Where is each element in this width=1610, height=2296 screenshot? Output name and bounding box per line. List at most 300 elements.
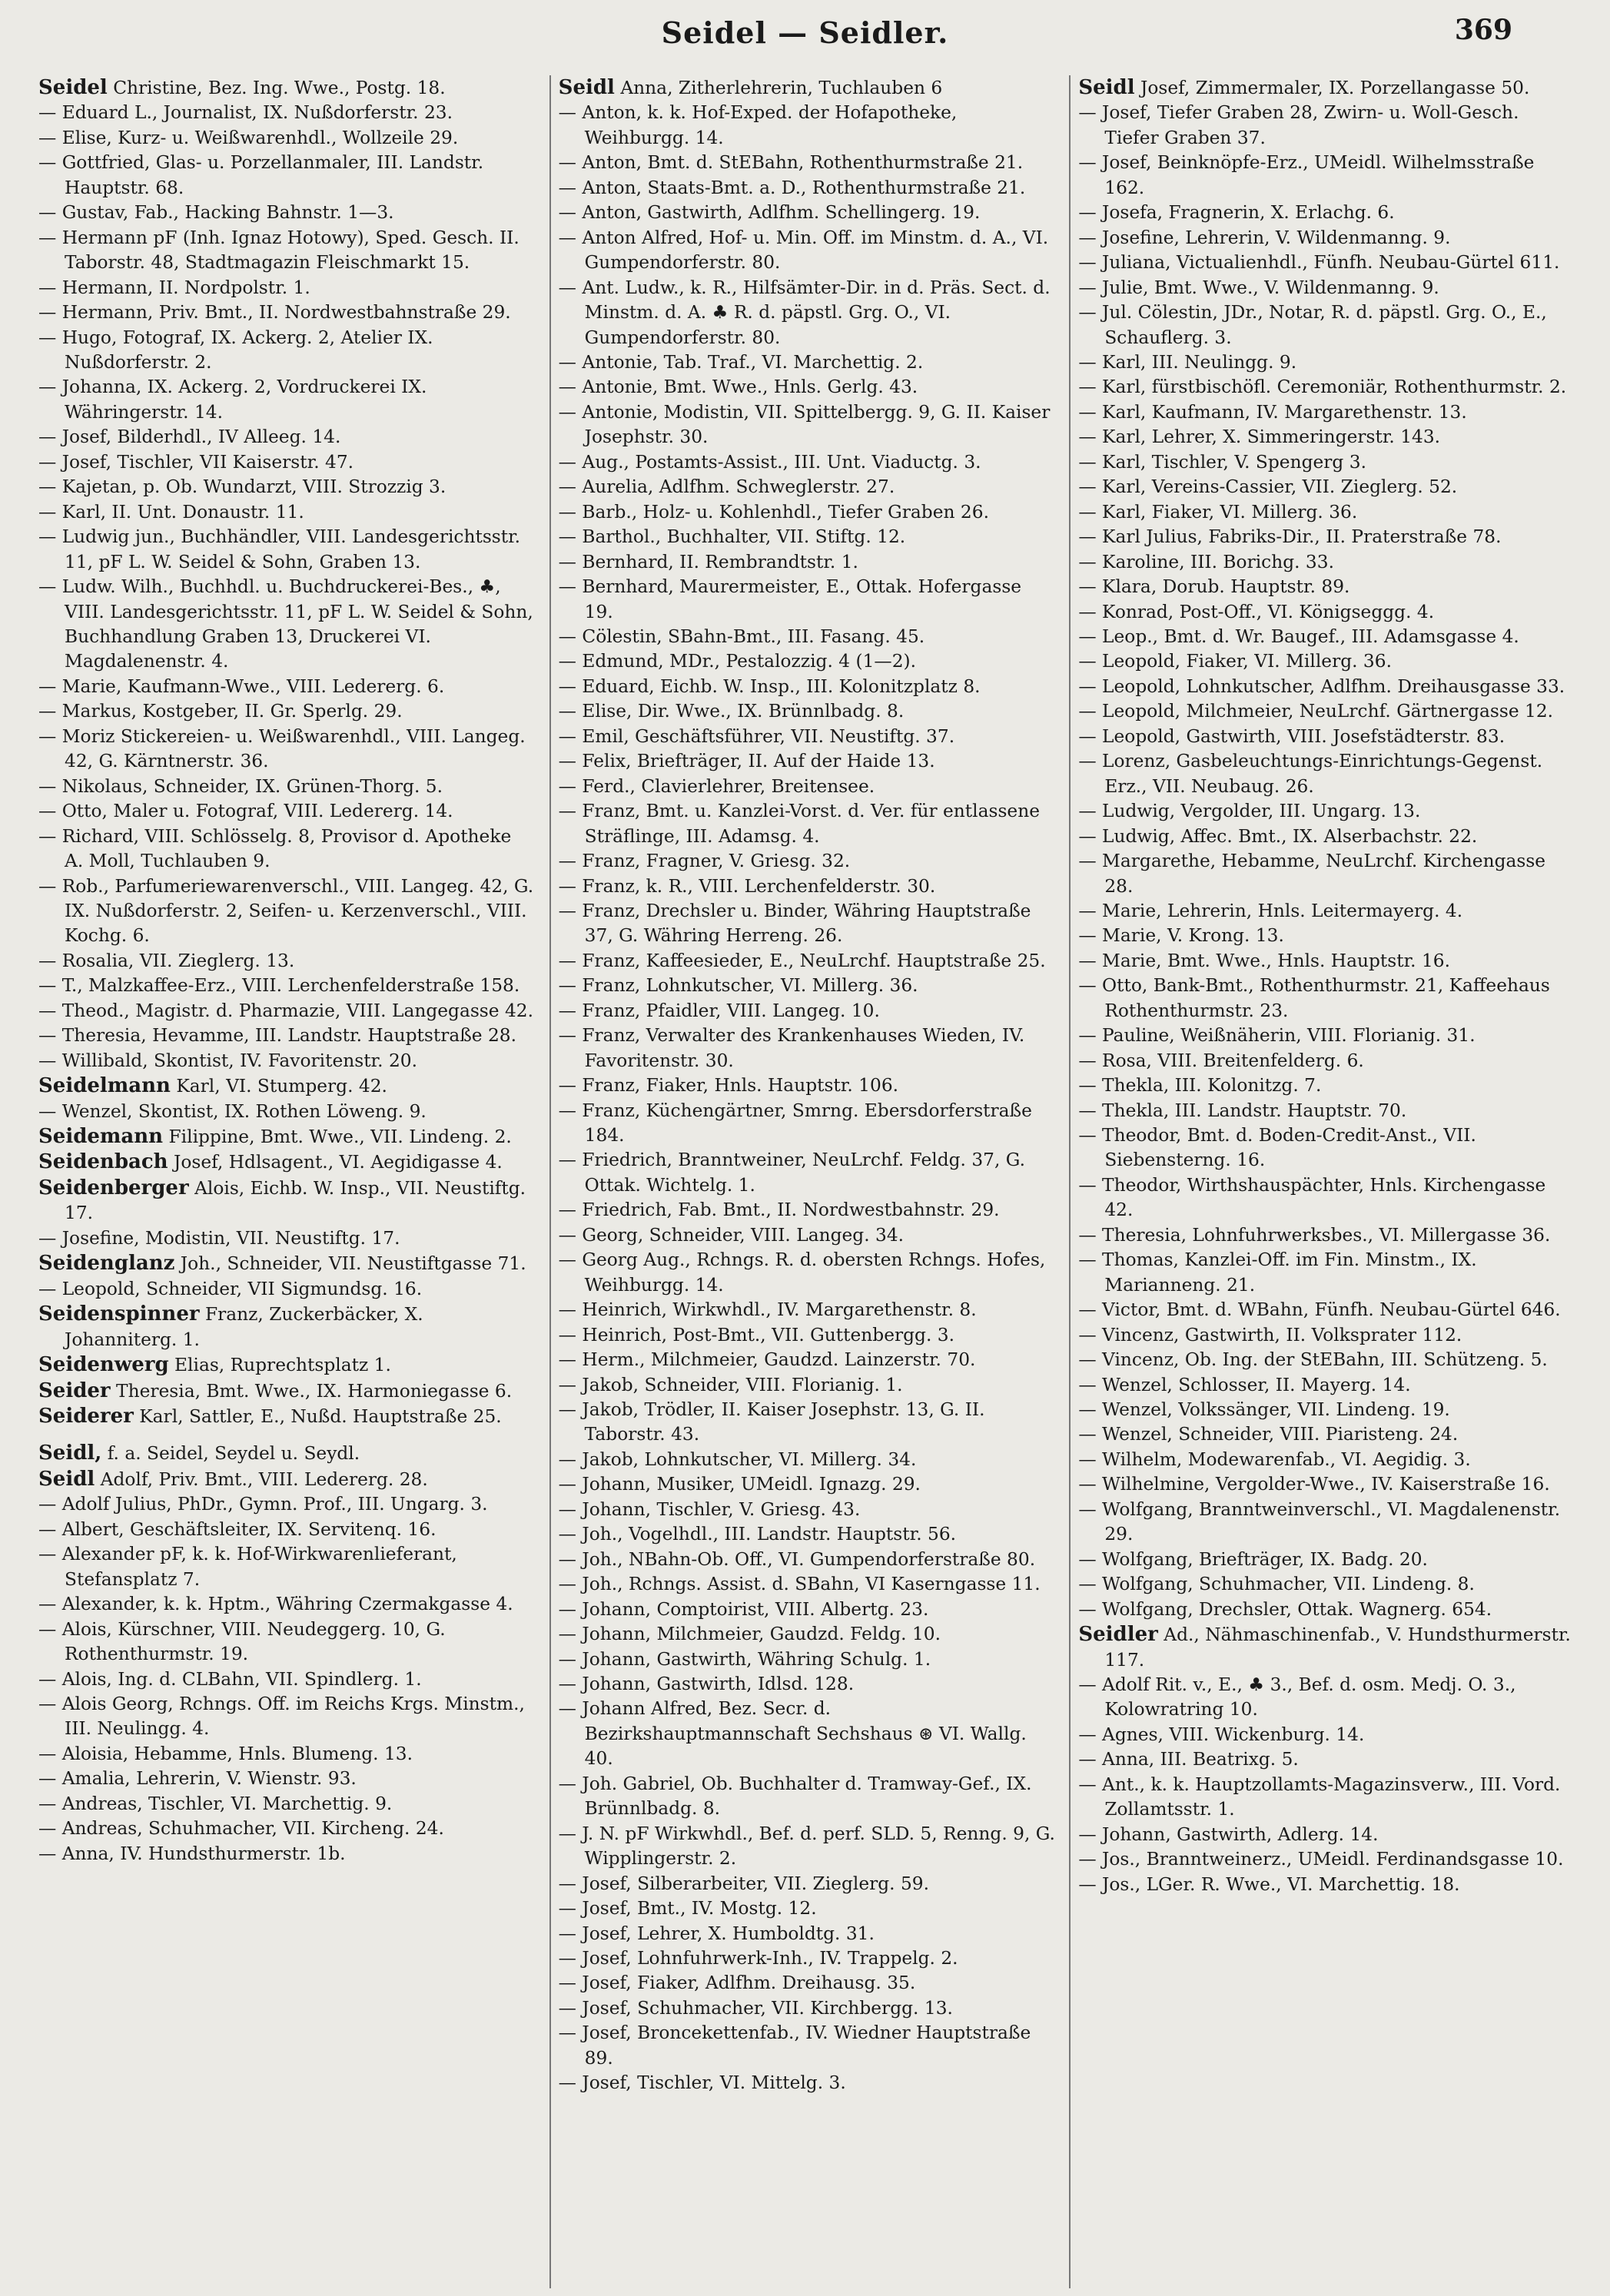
entry-text: — Victor, Bmt. d. WBahn, Fünfh. Neubau-Gürtel 646. xyxy=(1078,1299,1561,1321)
entry-text: — Antonie, Modistin, VII. Spittelbergg. 9, G. II. Kaiser Josephstr. 30. xyxy=(558,401,1051,448)
entry-text: — Emil, Geschäftsführer, VII. Neustiftg. 37. xyxy=(558,725,955,747)
entry-text: — Josef, Broncekettenfab., IV. Wiedner Hauptstraße 89. xyxy=(558,2022,1031,2069)
entry-text: — Georg, Schneider, VIII. Langeg. 34. xyxy=(558,1224,905,1246)
entry-text: — Ludwig, Affec. Bmt., IX. Alserbachstr. 22. xyxy=(1078,825,1478,847)
directory-entry xyxy=(559,1672,1056,1697)
directory-entry xyxy=(559,849,1056,874)
entry-text: — Gustav, Fab., Hacking Bahnstr. 1—3. xyxy=(38,202,394,224)
directory-entry xyxy=(559,1996,1056,2021)
directory-entry xyxy=(38,1467,536,1492)
directory-entry xyxy=(1078,475,1575,499)
directory-entry xyxy=(1078,1099,1575,1123)
directory-entry xyxy=(559,1348,1056,1372)
directory-entry xyxy=(559,675,1056,699)
directory-entry xyxy=(1078,450,1575,475)
directory-entry xyxy=(559,1697,1056,1771)
directory-entry xyxy=(1078,75,1575,101)
directory-entry xyxy=(38,1073,536,1099)
entry-text: — Joh. Gabriel, Ob. Buchhalter d. Tramway-Gef., IX. Brünnlbadg. 8. xyxy=(558,1773,1032,1820)
entry-text: f. a. Seidel, Seydel u. Seydl. xyxy=(101,1443,360,1465)
directory-entry xyxy=(38,101,536,125)
directory-entry xyxy=(38,699,536,724)
directory-entry xyxy=(559,1872,1056,1896)
directory-entry xyxy=(559,874,1056,899)
directory-entry xyxy=(559,1248,1056,1298)
directory-entry xyxy=(38,974,536,998)
entry-text: Karl, Sattler, E., Nußd. Hauptstraße 25. xyxy=(133,1406,502,1428)
directory-entry xyxy=(559,1572,1056,1597)
entry-text: — Wolfgang, Branntweinverschl., VI. Magdalenenstr. 29. xyxy=(1078,1498,1561,1545)
directory-entry xyxy=(1078,1123,1575,1173)
entry-text: — Aloisia, Hebamme, Hnls. Blumeng. 13. xyxy=(38,1743,413,1764)
entry-text: — Aurelia, Adlfhm. Schweglerstr. 27. xyxy=(558,476,895,498)
directory-entry xyxy=(1078,649,1575,674)
entry-text: — Barb., Holz- u. Kohlenhdl., Tiefer Graben 26. xyxy=(558,501,989,523)
directory-entry xyxy=(559,400,1056,450)
directory-entry xyxy=(1078,699,1575,724)
entry-text: — Adolf Rit. v., E., ♣ 3., Bef. d. osm. Medj. O. 3., Kolowratring 10. xyxy=(1078,1674,1516,1720)
directory-entry xyxy=(1078,500,1575,525)
entry-text: — Edmund, MDr., Pestalozzig. 4 (1—2). xyxy=(558,651,917,672)
entry-text: — Felix, Briefträger, II. Auf der Haide 13. xyxy=(558,751,935,772)
page-number: 369 xyxy=(1454,14,1512,46)
entry-text: — Wenzel, Schneider, VIII. Piaristeng. 24. xyxy=(1078,1424,1459,1445)
entry-text: — Franz, Drechsler u. Binder, Währing Hauptstraße 37, G. Währing Herreng. 26. xyxy=(558,900,1031,947)
entry-text: — Heinrich, Post-Bmt., VII. Guttenbergg. 3. xyxy=(558,1324,954,1345)
directory-entry xyxy=(38,1492,536,1517)
directory-entry xyxy=(1078,1472,1575,1497)
directory-entry xyxy=(559,1323,1056,1348)
directory-entry xyxy=(38,1842,536,1866)
entry-text: — Karl Julius, Fabriks-Dir., II. Praterstraße 78. xyxy=(1078,526,1502,548)
directory-entry xyxy=(559,375,1056,400)
entry-text: — Heinrich, Wirkwhdl., IV. Margarethenstr. 8. xyxy=(558,1299,977,1321)
directory-entry xyxy=(559,151,1056,175)
entry-text: — Leopold, Milchmeier, NeuLrchf. Gärtnergasse 12. xyxy=(1078,701,1554,722)
entry-text: — Franz, Verwalter des Krankenhauses Wieden, IV. Favoritenstr. 30. xyxy=(558,1025,1025,1071)
directory-entry xyxy=(38,825,536,874)
entry-text: — Marie, Lehrerin, Hnls. Leitermayerg. 4. xyxy=(1078,900,1463,921)
entry-text: — Anton Alfred, Hof- u. Min. Off. im Minstm. d. A., VI. Gumpendorferstr. 80. xyxy=(558,227,1049,274)
directory-entry xyxy=(38,775,536,799)
entry-text: — Jos., LGer. R. Wwe., VI. Marchettig. 18. xyxy=(1078,1873,1460,1895)
entry-text: — Jakob, Schneider, VIII. Florianig. 1. xyxy=(558,1374,903,1395)
directory-entry xyxy=(38,1251,536,1276)
entry-surname: Seidenwerg xyxy=(38,1353,169,1377)
entry-text: — Lorenz, Gasbeleuchtungs-Einrichtungs-Gegenst. Erz., VII. Neubaug. 26. xyxy=(1078,751,1543,797)
entry-text: — Thomas, Kanzlei-Off. im Fin. Minstm., IX. Marianneng. 21. xyxy=(1078,1249,1477,1296)
entry-text: — Josef, Lohnfuhrwerk-Inh., IV. Trappelg. 2. xyxy=(558,1947,958,1969)
directory-entry xyxy=(1078,1747,1575,1772)
entry-text: — Alexander pF, k. k. Hof-Wirkwarenlieferant, Stefansplatz 7. xyxy=(38,1544,457,1590)
directory-entry xyxy=(559,1373,1056,1398)
entry-text: — Joh., Rchngs. Assist. d. SBahn, VI Kaserngasse 11. xyxy=(558,1574,1041,1595)
directory-entry xyxy=(559,949,1056,974)
directory-entry xyxy=(38,525,536,575)
entry-text: — Andreas, Tischler, VI. Marchettig. 9. xyxy=(38,1793,393,1814)
entry-text: — Anton, k. k. Hof-Exped. der Hofapotheke, Weihburgg. 14. xyxy=(558,102,958,148)
directory-entry xyxy=(38,1667,536,1692)
entry-surname: Seidenberger xyxy=(38,1176,189,1199)
entry-text: — Otto, Bank-Bmt., Rothenthurmstr. 21, Kaffeehaus Rothenthurmstr. 23. xyxy=(1078,975,1550,1021)
entry-text: — Aug., Postamts-Assist., III. Unt. Viaductg. 3. xyxy=(558,451,981,473)
directory-entry xyxy=(1078,974,1575,1024)
directory-entry xyxy=(38,1277,536,1302)
directory-entry xyxy=(559,1548,1056,1572)
directory-entry xyxy=(38,151,536,201)
directory-entry xyxy=(559,799,1056,849)
entry-text: — Wolfgang, Briefträger, IX. Badg. 20. xyxy=(1078,1548,1428,1570)
directory-entry xyxy=(559,101,1056,151)
directory-entry xyxy=(1078,949,1575,974)
directory-entry xyxy=(38,1124,536,1150)
entry-text: — Anna, IV. Hundsthurmerstr. 1b. xyxy=(38,1843,346,1864)
directory-entry xyxy=(38,675,536,699)
directory-entry xyxy=(559,350,1056,375)
entry-text: — Karl, Vereins-Cassier, VII. Zieglerg. 52. xyxy=(1078,476,1458,498)
directory-entry xyxy=(38,1379,536,1404)
entry-text: — Bernhard, II. Rembrandtstr. 1. xyxy=(558,551,858,572)
entry-surname: Seidenglanz xyxy=(38,1252,175,1276)
directory-entry xyxy=(38,450,536,475)
directory-entry xyxy=(559,749,1056,774)
directory-entry xyxy=(38,1518,536,1542)
entry-text: — Karl, fürstbischöfl. Ceremoniär, Rothenthurmstr. 2. xyxy=(1078,377,1567,398)
entry-text: — Jul. Cölestin, JDr., Notar, R. d. päpstl. Grg. O., E., Schauflerg. 3. xyxy=(1078,302,1547,348)
column-left xyxy=(38,75,536,2288)
directory-entry xyxy=(559,575,1056,625)
entry-text: — Marie, V. Krong. 13. xyxy=(1078,925,1284,947)
entry-text: — Margarethe, Hebamme, NeuLrchf. Kirchengasse 28. xyxy=(1078,851,1546,897)
entry-text: — Albert, Geschäftsleiter, IX. Servitenq. 16. xyxy=(38,1518,437,1540)
entry-text: — Johanna, IX. Ackerg. 2, Vordruckerei IX. Währingerstr. 14. xyxy=(38,377,427,423)
entry-text: — Anton, Staats-Bmt. a. D., Rothenthurmstraße 21. xyxy=(558,177,1026,198)
entry-text: Anna, Zitherlehrerin, Tuchlauben 6 xyxy=(614,78,943,98)
directory-entry xyxy=(1078,1248,1575,1298)
directory-entry xyxy=(1078,899,1575,924)
directory-entry xyxy=(1078,1873,1575,1897)
entry-text: — Friedrich, Fab. Bmt., II. Nordwestbahnstr. 29. xyxy=(558,1199,1000,1221)
directory-entry xyxy=(38,1692,536,1742)
entry-text: — Richard, VIII. Schlösselg. 8, Provisor d. Apotheke A. Moll, Tuchlauben 9. xyxy=(38,825,512,872)
directory-entry xyxy=(1078,251,1575,275)
directory-entry xyxy=(559,1223,1056,1248)
directory-entry xyxy=(38,1404,536,1429)
directory-entry xyxy=(1078,1348,1575,1372)
entry-text: — Ant. Ludw., k. R., Hilfsämter-Dir. in d. Präs. Sect. d. Minstm. d. A. ♣ R. d. päpstl. Grg. O., VI. Gumpendorferstr. 80. xyxy=(558,277,1051,348)
directory-entry xyxy=(38,1024,536,1048)
entry-text: — Georg Aug., Rchngs. R. d. obersten Rchngs. Hofes, Weihburgg. 14. xyxy=(558,1249,1046,1296)
directory-entry xyxy=(559,201,1056,225)
directory-entry xyxy=(1078,1024,1575,1048)
directory-entry xyxy=(559,1598,1056,1622)
entry-text: — Alois Georg, Rchngs. Off. im Reichs Krgs. Minstm., III. Neulingg. 4. xyxy=(38,1694,525,1740)
directory-entry xyxy=(1078,400,1575,425)
directory-entry xyxy=(1078,300,1575,350)
entry-text: — Franz, Bmt. u. Kanzlei-Vorst. d. Ver. für entlassene Sträflinge, III. Adamsg. 4. xyxy=(558,801,1041,847)
entry-text: — Karoline, III. Borichg. 33. xyxy=(1078,551,1334,572)
entry-text: — Leopold, Fiaker, VI. Millerg. 36. xyxy=(1078,651,1392,672)
entry-text: — Rosalia, VII. Zieglerg. 13. xyxy=(38,950,295,971)
entry-text: — Otto, Maler u. Fotograf, VIII. Ledererg. 14. xyxy=(38,801,453,822)
directory-entry xyxy=(559,1448,1056,1472)
entry-text: Joh., Schneider, VII. Neustiftgasse 71. xyxy=(174,1253,526,1275)
directory-entry xyxy=(1078,1298,1575,1322)
entry-text: — Theresia, Lohnfuhrwerksbes., VI. Millergasse 36. xyxy=(1078,1224,1551,1246)
entry-text: — Thekla, III. Landstr. Hauptstr. 70. xyxy=(1078,1100,1407,1121)
directory-entry xyxy=(38,226,536,276)
entry-text: — Franz, Fiaker, Hnls. Hauptstr. 106. xyxy=(558,1075,899,1097)
entry-text: Alois, Eichb. W. Insp., VII. Neustiftg. 17. xyxy=(65,1177,526,1224)
entry-text: — Nikolaus, Schneider, IX. Grünen-Thorg. 5. xyxy=(38,775,443,797)
entry-text: — Karl, II. Unt. Donaustr. 11. xyxy=(38,501,304,523)
entry-text: — Karl, III. Neulingg. 9. xyxy=(1078,351,1297,373)
entry-text: — Wenzel, Volkssänger, VII. Lindeng. 19. xyxy=(1078,1399,1450,1421)
entry-text: — Cölestin, SBahn-Bmt., III. Fasang. 45. xyxy=(558,625,925,647)
directory-entry xyxy=(1078,1847,1575,1872)
directory-entry xyxy=(38,725,536,775)
directory-entry xyxy=(38,1542,536,1592)
directory-entry xyxy=(1078,1498,1575,1548)
entry-text: — Josef, Tiefer Graben 28, Zwirn- u. Woll-Gesch. Tiefer Graben 37. xyxy=(1078,102,1519,148)
directory-entry xyxy=(38,475,536,499)
entry-text: — Rob., Parfumeriewarenverschl., VIII. Langeg. 42, G. IX. Nußdorferstr. 2, Seifen- u. Kerzenverschl., VIII. Kochg. 6. xyxy=(38,875,534,947)
entry-text: — Josef, Bilderhdl., IV Alleeg. 14. xyxy=(38,426,341,448)
directory-entry xyxy=(559,999,1056,1024)
directory-entry xyxy=(38,326,536,376)
directory-entry xyxy=(1078,1548,1575,1572)
directory-entry xyxy=(38,1592,536,1617)
directory-entry xyxy=(559,1647,1056,1672)
entry-text: Josef, Hdlsagent., VI. Aegidigasse 4. xyxy=(168,1152,503,1173)
directory-entry xyxy=(38,75,536,101)
entry-text: — Barthol., Buchhalter, VII. Stiftg. 12. xyxy=(558,526,906,548)
entry-text: — Gottfried, Glas- u. Porzellanmaler, III. Landstr. Hauptstr. 68. xyxy=(38,152,484,198)
directory-entry xyxy=(559,899,1056,949)
entry-text: — Josef, Silberarbeiter, VII. Zieglerg. 59. xyxy=(558,1873,930,1894)
directory-entry xyxy=(559,500,1056,525)
directory-entry xyxy=(1078,600,1575,625)
entry-text: — Josef, Schuhmacher, VII. Kirchbergg. 13. xyxy=(558,1997,953,2019)
entry-text: Adolf, Priv. Bmt., VIII. Ledererg. 28. xyxy=(95,1468,428,1490)
directory-entry xyxy=(38,1302,536,1352)
entry-text: Elias, Ruprechtsplatz 1. xyxy=(168,1355,391,1376)
page-header xyxy=(0,11,1610,57)
directory-entry xyxy=(38,276,536,300)
directory-entry xyxy=(38,1226,536,1251)
entry-text: — Karl, Kaufmann, IV. Margarethenstr. 13. xyxy=(1078,401,1467,423)
directory-entry xyxy=(1078,825,1575,849)
directory-entry xyxy=(559,2021,1056,2071)
directory-entry xyxy=(559,1024,1056,1073)
directory-entry xyxy=(1078,425,1575,450)
entry-text: — Wilhelmine, Vergolder-Wwe., IV. Kaiserstraße 16. xyxy=(1078,1474,1550,1495)
directory-entry xyxy=(1078,350,1575,375)
entry-text: — Herm., Milchmeier, Gaudzd. Lainzerstr. 70. xyxy=(558,1349,976,1371)
directory-entry xyxy=(559,75,1056,101)
entry-text: — Konrad, Post-Off., VI. Königseggg. 4. xyxy=(1078,601,1435,622)
directory-entry xyxy=(559,649,1056,674)
directory-entry xyxy=(559,1099,1056,1149)
running-head: Seidel — Seidler. xyxy=(661,15,949,50)
entry-surname: Seiderer xyxy=(38,1405,134,1428)
entry-text: — Hermann, Priv. Bmt., II. Nordwestbahnstraße 29. xyxy=(38,302,511,323)
entry-text: — Markus, Kostgeber, II. Gr. Sperlg. 29. xyxy=(38,701,403,722)
directory-entry xyxy=(1078,276,1575,300)
entry-text: — Adolf Julius, PhDr., Gymn. Prof., III. Ungarg. 3. xyxy=(38,1494,488,1515)
directory-entry xyxy=(1078,1773,1575,1823)
directory-entry xyxy=(38,1352,536,1378)
entry-text: — Ant., k. k. Hauptzollamts-Magazinsverw., III. Vord. Zollamtsstr. 1. xyxy=(1078,1773,1561,1820)
directory-entry xyxy=(1078,201,1575,225)
entry-text: — Kajetan, p. Ob. Wundarzt, VIII. Strozzig 3. xyxy=(38,476,446,498)
directory-entry xyxy=(559,550,1056,575)
entry-surname: Seidl, xyxy=(38,1442,102,1465)
entry-text: — Theodor, Bmt. d. Boden-Credit-Anst., VII. Siebensterng. 16. xyxy=(1078,1125,1476,1171)
directory-entry xyxy=(1078,799,1575,824)
entry-text: — Alois, Kürschner, VIII. Neudeggerg. 10, G. Rothenthurmstr. 19. xyxy=(38,1618,446,1665)
directory-entry xyxy=(559,1971,1056,1996)
directory-entry xyxy=(1078,1223,1575,1248)
directory-entry xyxy=(1078,226,1575,251)
entry-text: — Wilhelm, Modewarenfab., VI. Aegidig. 3. xyxy=(1078,1448,1471,1470)
directory-entry xyxy=(1078,1073,1575,1098)
entry-text: Christine, Bez. Ing. Wwe., Postg. 18. xyxy=(107,78,446,98)
directory-entry xyxy=(38,575,536,675)
directory-entry xyxy=(559,1896,1056,1921)
entry-text: Karl, VI. Stumperg. 42. xyxy=(170,1076,387,1097)
directory-columns xyxy=(38,75,1575,2288)
entry-text: — Josef, Tischler, VI. Mittelg. 3. xyxy=(558,2072,846,2094)
entry-text: — Jakob, Trödler, II. Kaiser Josephstr. 13, G. II. Taborstr. 43. xyxy=(558,1399,985,1445)
entry-text: — Elise, Kurz- u. Weißwarenhdl., Wollzeile 29. xyxy=(38,127,459,148)
directory-entry xyxy=(559,974,1056,998)
entry-text: Theresia, Bmt. Wwe., IX. Harmoniegasse 6. xyxy=(110,1380,513,1402)
entry-surname: Seidler xyxy=(1078,1623,1158,1647)
entry-text: — Anton, Bmt. d. StEBahn, Rothenthurmstraße 21. xyxy=(558,152,1024,174)
directory-entry xyxy=(38,425,536,450)
entry-text: — Andreas, Schuhmacher, VII. Kircheng. 24. xyxy=(38,1818,444,1840)
directory-entry xyxy=(559,176,1056,201)
entry-text: — Friedrich, Branntweiner, NeuLrchf. Feldg. 37, G. Ottak. Wichtelg. 1. xyxy=(558,1150,1025,1196)
entry-text: — Leopold, Schneider, VII Sigmundsg. 16. xyxy=(38,1278,423,1299)
directory-entry xyxy=(38,126,536,151)
directory-entry xyxy=(559,1822,1056,1872)
column-middle xyxy=(549,75,1056,2288)
entry-text: — Theodor, Wirthshauspächter, Hnls. Kirchengasse 42. xyxy=(1078,1174,1546,1221)
directory-entry xyxy=(1078,1422,1575,1447)
entry-text: — Karl, Fiaker, VI. Millerg. 36. xyxy=(1078,501,1358,523)
entry-text: — Moriz Stickereien- u. Weißwarenhdl., VIII. Langeg. 42, G. Kärntnerstr. 36. xyxy=(38,725,526,772)
entry-text: — Josef, Lehrer, X. Humboldtg. 31. xyxy=(558,1923,875,1944)
entry-text: — Johann, Comptoirist, VIII. Albertg. 23. xyxy=(558,1598,929,1620)
column-right xyxy=(1069,75,1575,2288)
directory-entry xyxy=(1078,1373,1575,1398)
entry-text: — Hugo, Fotograf, IX. Ackerg. 2, Atelier IX. Nußdorferstr. 2. xyxy=(38,327,433,373)
directory-entry xyxy=(559,1622,1056,1647)
entry-text: — Antonie, Bmt. Wwe., Hnls. Gerlg. 43. xyxy=(558,377,918,398)
directory-entry xyxy=(559,1498,1056,1522)
directory-entry xyxy=(1078,675,1575,699)
entry-text: — Ludwig jun., Buchhändler, VIII. Landesgerichtsstr. 11, pF L. W. Seidel & Sohn, Graben 13. xyxy=(38,526,521,572)
entry-text: — Johann, Tischler, V. Griesg. 43. xyxy=(558,1498,861,1520)
directory-entry xyxy=(1078,1572,1575,1597)
directory-entry xyxy=(1078,849,1575,899)
entry-text: — Franz, k. R., VIII. Lerchenfelderstr. 30. xyxy=(558,875,936,897)
directory-entry xyxy=(1078,1049,1575,1073)
directory-entry xyxy=(559,699,1056,724)
directory-entry xyxy=(38,201,536,225)
entry-text: — Amalia, Lehrerin, V. Wienstr. 93. xyxy=(38,1768,357,1790)
entry-text: Franz, Zuckerbäcker, X. Johanniterg. 1. xyxy=(65,1304,423,1350)
directory-entry xyxy=(38,1767,536,1791)
entry-text: — Vincenz, Ob. Ing. der StEBahn, III. Schützeng. 5. xyxy=(1078,1349,1548,1371)
entry-text: — Franz, Fragner, V. Griesg. 32. xyxy=(558,851,851,872)
entry-text: — Antonie, Tab. Traf., VI. Marchettig. 2. xyxy=(558,351,924,373)
directory-entry xyxy=(559,1522,1056,1547)
directory-entry xyxy=(559,475,1056,499)
directory-entry xyxy=(38,300,536,325)
directory-entry xyxy=(1078,151,1575,201)
entry-text: — Josef, Beinknöpfe-Erz., UMeidl. Wilhelmsstraße 162. xyxy=(1078,152,1535,198)
entry-text: — Eduard, Eichb. W. Insp., III. Kolonitzplatz 8. xyxy=(558,675,981,697)
directory-entry xyxy=(1078,575,1575,599)
directory-entry xyxy=(38,874,536,949)
directory-entry xyxy=(38,1792,536,1817)
entry-text: — Joh., Vogelhdl., III. Landstr. Hauptstr. 56. xyxy=(558,1524,957,1545)
entry-text: — Theod., Magistr. d. Pharmazie, VIII. Langegasse 42. xyxy=(38,1000,533,1021)
entry-text: — Marie, Bmt. Wwe., Hnls. Hauptstr. 16. xyxy=(1078,950,1451,971)
entry-text: — Theresia, Hevamme, III. Landstr. Hauptstraße 28. xyxy=(38,1025,517,1047)
directory-entry xyxy=(559,1198,1056,1223)
entry-text: — Ferd., Clavierlehrer, Breitensee. xyxy=(558,775,875,797)
directory-entry xyxy=(38,1176,536,1226)
directory-entry xyxy=(38,1441,536,1466)
directory-entry xyxy=(1078,749,1575,799)
directory-entry xyxy=(1078,1398,1575,1422)
entry-text: — Wolfgang, Schuhmacher, VII. Lindeng. 8. xyxy=(1078,1574,1475,1595)
entry-text: — Julie, Bmt. Wwe., V. Wildenmanng. 9. xyxy=(1078,277,1439,298)
directory-entry xyxy=(559,450,1056,475)
entry-text: — Wenzel, Schlosser, II. Mayerg. 14. xyxy=(1078,1374,1411,1395)
directory-entry xyxy=(559,226,1056,276)
entry-text: — Johann, Musiker, UMeidl. Ignazg. 29. xyxy=(558,1474,921,1495)
directory-entry xyxy=(559,276,1056,350)
entry-text: — Jos., Branntweinerz., UMeidl. Ferdinandsgasse 10. xyxy=(1078,1849,1564,1870)
entry-surname: Seidl xyxy=(558,76,615,99)
entry-text: — Alexander, k. k. Hptm., Währing Czermakgasse 4. xyxy=(38,1594,513,1615)
entry-text: Ad., Nähmaschinenfab., V. Hundsthurmerstr. 117. xyxy=(1104,1624,1571,1671)
directory-entry xyxy=(1078,725,1575,749)
entry-text: — Josef, Bmt., IV. Mostg. 12. xyxy=(558,1898,817,1919)
directory-entry xyxy=(1078,101,1575,151)
entry-text: — Leopold, Gastwirth, VIII. Josefstädterstr. 83. xyxy=(1078,725,1505,747)
entry-text: — Leop., Bmt. d. Wr. Baugef., III. Adamsgasse 4. xyxy=(1078,625,1519,647)
directory-entry xyxy=(38,1742,536,1767)
directory-entry xyxy=(38,1100,536,1124)
directory-entry xyxy=(1078,625,1575,649)
directory-entry xyxy=(1078,1323,1575,1348)
entry-text: — Bernhard, Maurermeister, E., Ottak. Hofergasse 19. xyxy=(558,576,1022,622)
directory-entry xyxy=(559,525,1056,549)
directory-entry xyxy=(38,1617,536,1667)
directory-entry xyxy=(38,1049,536,1073)
entry-text: — Anton, Gastwirth, Adlfhm. Schellingerg. 19. xyxy=(558,202,981,224)
entry-text: — Josefine, Modistin, VII. Neustiftg. 17. xyxy=(38,1227,400,1249)
directory-entry xyxy=(38,500,536,525)
entry-text: — Leopold, Lohnkutscher, Adlfhm. Dreihausgasse 33. xyxy=(1078,675,1565,697)
entry-text: — Anna, III. Beatrixg. 5. xyxy=(1078,1749,1299,1770)
